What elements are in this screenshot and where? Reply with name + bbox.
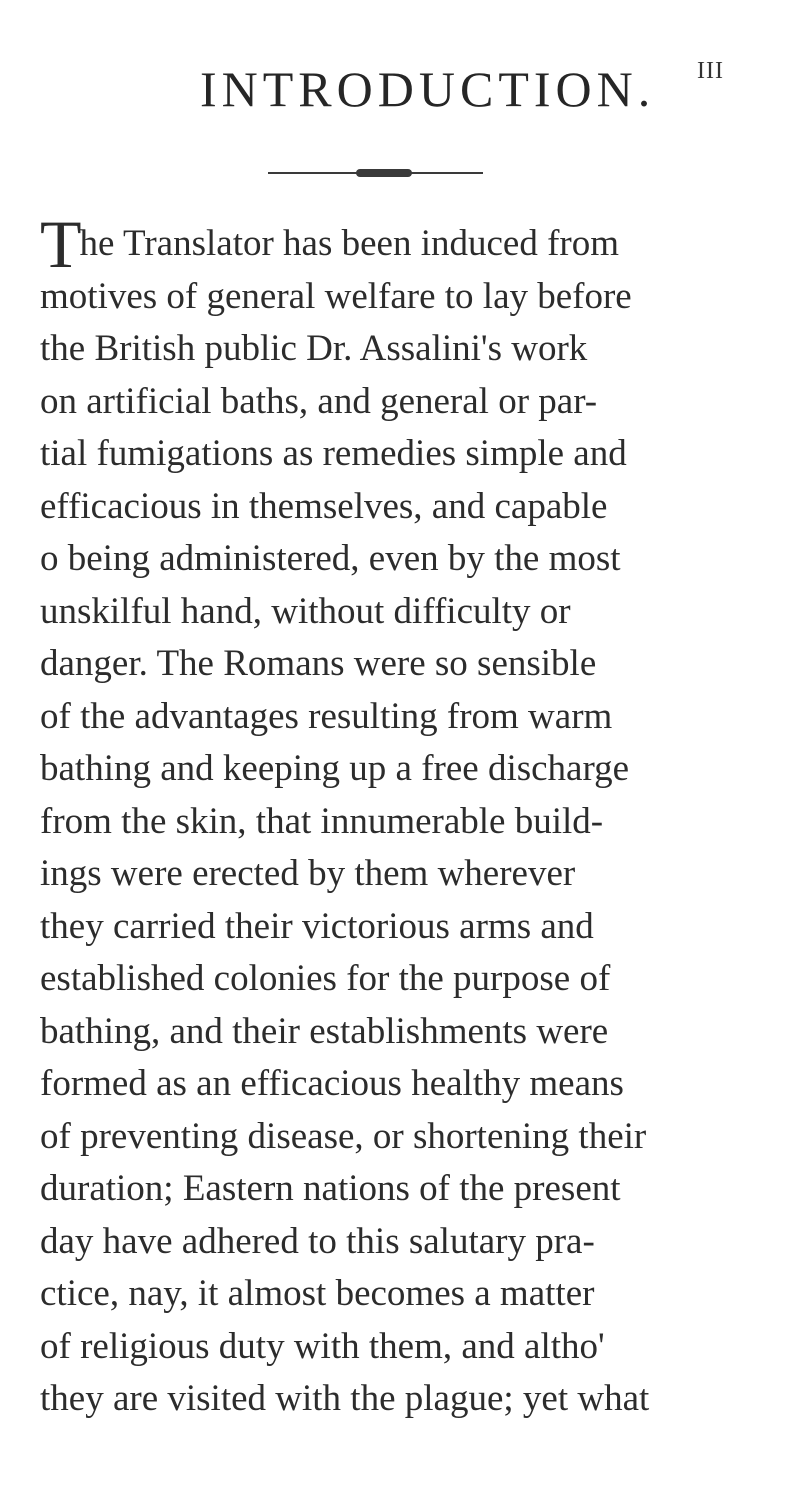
text-line: from the skin, that innumerable build- bbox=[40, 800, 604, 842]
text-line: established colonies for the purpose of bbox=[40, 958, 611, 999]
text-line: duration; Eastern nations of the present bbox=[40, 1168, 621, 1209]
drop-cap: T bbox=[40, 206, 80, 282]
rule-ornament bbox=[356, 169, 412, 177]
text-line: day have adhered to this salutary pra- bbox=[40, 1220, 595, 1262]
text-line: they are visited with the plague; yet what bbox=[40, 1378, 650, 1419]
text-line: of the advantages resulting from warm bbox=[40, 695, 613, 737]
text-line: of religious duty with them, and altho' bbox=[40, 1325, 605, 1367]
ornamental-rule bbox=[268, 170, 483, 176]
text-line: bathing, and their establishments were bbox=[40, 1010, 609, 1052]
text-line: they carried their victorious arms and bbox=[40, 905, 594, 947]
body-paragraph bbox=[40, 206, 785, 1426]
page-number: III bbox=[697, 58, 724, 84]
text-line: o being administered, even by the most bbox=[40, 538, 621, 579]
text-line: efficacious in themselves, and capable bbox=[40, 485, 608, 527]
text-line: ings were erected by them wherever bbox=[40, 853, 576, 894]
text-line: formed as an efficacious healthy means bbox=[40, 1063, 624, 1104]
text-line: motives of general welfare to lay before bbox=[40, 275, 632, 317]
text-line: ctice, nay, it almost becomes a matter bbox=[40, 1273, 595, 1314]
text-line: of preventing disease, or shortening their bbox=[40, 1115, 647, 1157]
text-line: on artificial baths, and general or par- bbox=[40, 380, 598, 422]
text-line: tial fumigations as remedies simple and bbox=[40, 433, 627, 474]
text-line-content: he Translator has been induced from bbox=[79, 223, 620, 264]
text-line bbox=[40, 206, 785, 282]
chapter-title: INTRODUCTION. bbox=[200, 61, 656, 117]
text-line: the British public Dr. Assalini's work bbox=[40, 328, 588, 369]
text-line: danger. The Romans were so sensible bbox=[40, 643, 597, 684]
text-line: unskilful hand, without difficulty or bbox=[40, 590, 571, 632]
text-line: bathing and keeping up a free discharge bbox=[40, 748, 630, 789]
